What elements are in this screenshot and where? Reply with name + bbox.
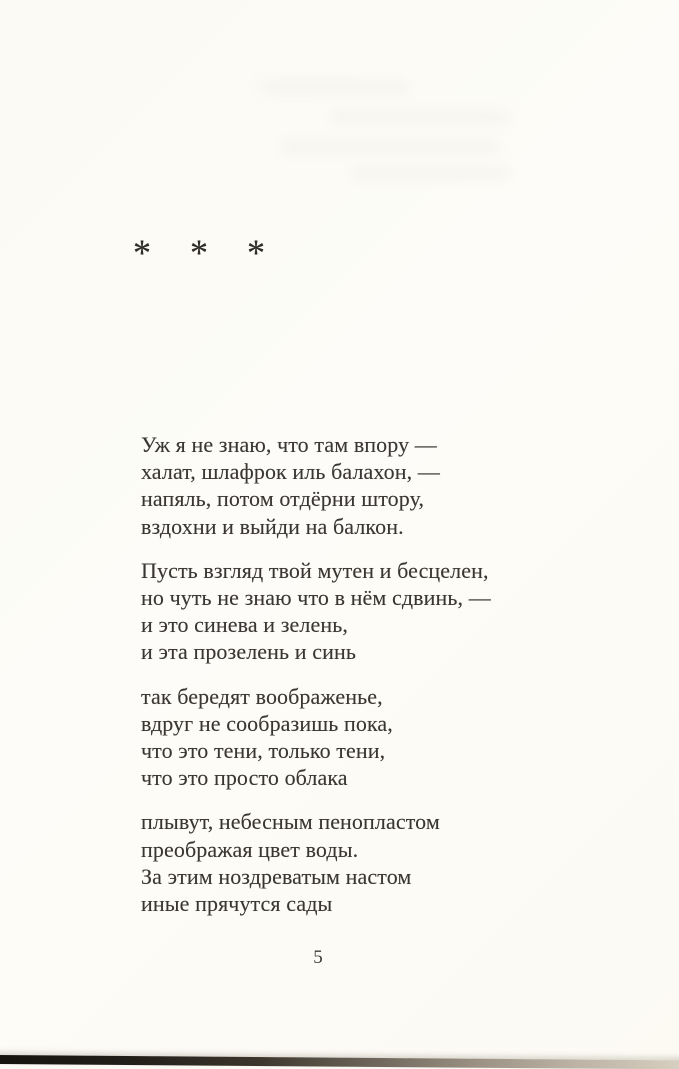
poem-line: Уж я не знаю, что там впору — [141,432,437,457]
showthrough-smudge [330,110,510,124]
poem-stanza [141,683,541,792]
poem-line: что это просто облака [141,765,348,791]
poem-line: халат, шлафрок иль балахон, — [141,459,440,485]
poem-line: но чуть не знаю что в нём сдвинь, — [141,585,491,611]
poem-line: напяль, потом отдёрни штору, [141,486,425,512]
poem-line: и эта прозелень и синь [141,639,356,665]
poem-line: преображая цвет воды. [141,836,359,862]
poem-line: что это тени, только тени, [141,738,386,764]
asterisk-icon: * [133,232,151,274]
poem-body [141,431,541,934]
page-number: 5 [313,947,323,968]
poem-line: так бередят воображенье, [141,683,383,709]
poem-line: вздохни и выйди на балкон. [141,513,404,539]
page-showthrough [240,55,570,195]
showthrough-smudge [280,140,500,154]
poem-line: вдруг не сообразишь пока, [141,710,393,736]
poem-stanza [141,808,541,917]
showthrough-smudge [350,167,510,180]
poem-line: и это синева и зелень, [141,612,348,638]
scan-bottom-edge [0,1055,679,1069]
poem-stanza [141,557,541,666]
poem-line: За этим ноздреватым настом [141,863,412,889]
poem-line: иные прячутся сады [141,891,333,917]
showthrough-smudge [260,80,410,94]
asterisk-icon: * [190,232,208,274]
asterisk-icon: * [247,232,265,274]
poem-stanza [141,431,541,540]
poem-line: Пусть взгляд твой мутен и бесцелен, [141,557,489,583]
section-separator [133,232,265,274]
poem-line: плывут, небесным пенопластом [141,809,440,835]
